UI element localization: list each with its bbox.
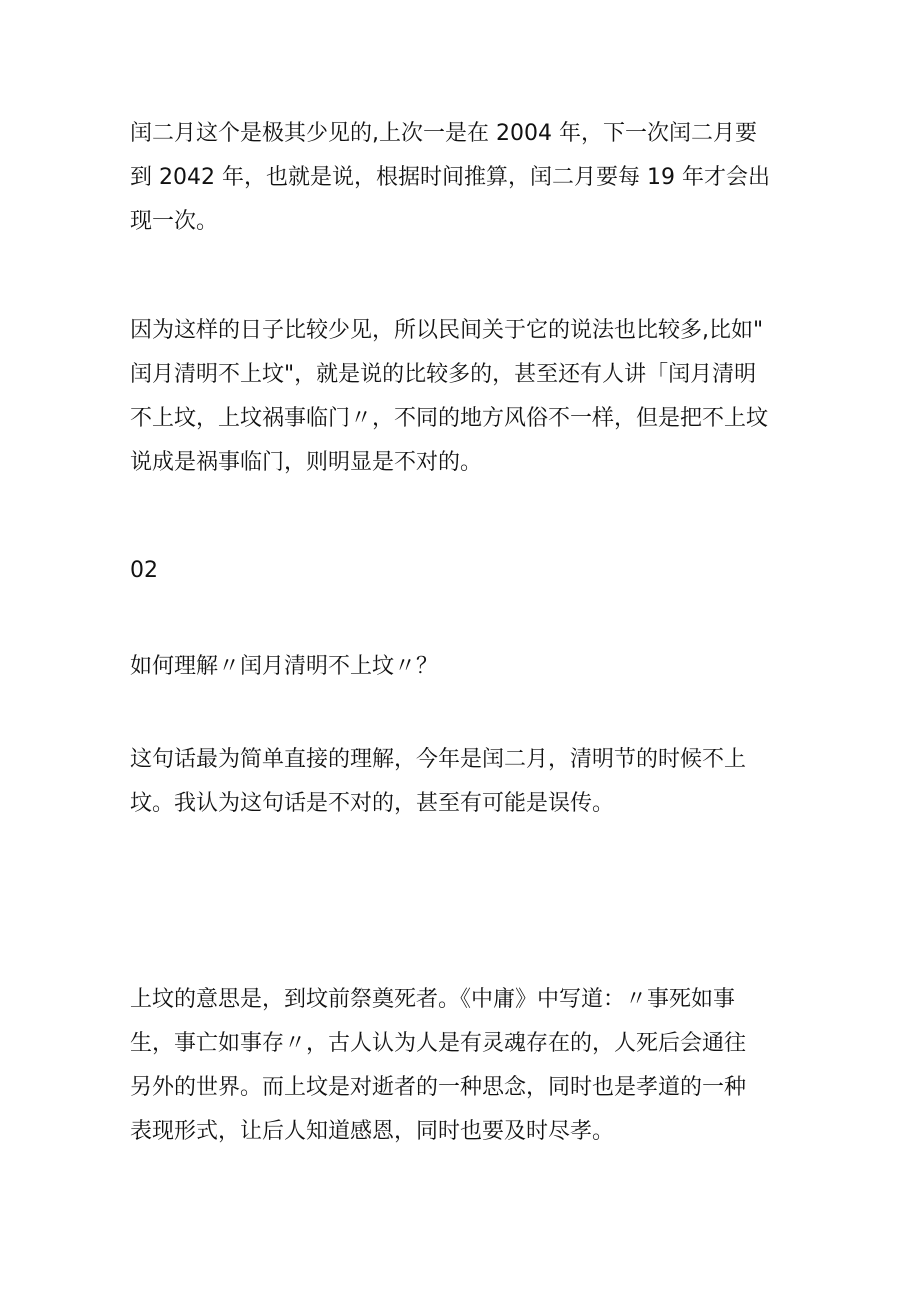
section-number (130, 549, 800, 593)
text-line: 这句话最为简单直接的理解，今年是闰二月，清明节的时候不上 (130, 747, 747, 772)
paragraph-interpretation (130, 738, 800, 826)
paragraph-leap-month-frequency (130, 112, 800, 244)
text-line: 生，事亡如事存〃，古人认为人是有灵魂存在的，人死后会通往 (130, 1031, 747, 1056)
text-line: 另外的世界。而上坟是对逝者的一种思念，同时也是孝道的一种 (130, 1075, 747, 1100)
text-line: 因为这样的日子比较少见，所以民间关于它的说法也比较多,比如" (130, 318, 764, 343)
text-line: 不上坟，上坟祸事临门〃，不同的地方风俗不一样，但是把不上坟 (130, 406, 769, 431)
text-line: 说成是祸事临门，则明显是不对的。 (130, 450, 483, 475)
section-number-text: 02 (130, 558, 158, 583)
paragraph-tomb-sweeping-meaning (130, 978, 800, 1154)
text-line: 上坟的意思是，到坟前祭奠死者。《中庸》中写道：〃事死如事 (130, 987, 736, 1012)
text-line: 表现形式，让后人知道感恩，同时也要及时尽孝。 (130, 1119, 615, 1144)
text-line: 闰月清明不上坟"，就是说的比较多的，甚至还有人讲「闰月清明 (130, 362, 757, 387)
text-line: 闰二月这个是极其少见的,上次一是在 2004 年，下一次闰二月要 (130, 121, 757, 146)
section-heading-text: 如何理解〃闰月清明不上坟〃？ (130, 654, 439, 679)
section-heading (130, 645, 800, 689)
text-line: 现一次。 (130, 209, 219, 234)
text-line: 坟。我认为这句话是不对的，甚至有可能是误传。 (130, 791, 615, 816)
paragraph-folk-sayings (130, 309, 800, 485)
text-line: 到 2042 年，也就是说，根据时间推算，闰二月要每 19 年才会出 (130, 165, 770, 190)
